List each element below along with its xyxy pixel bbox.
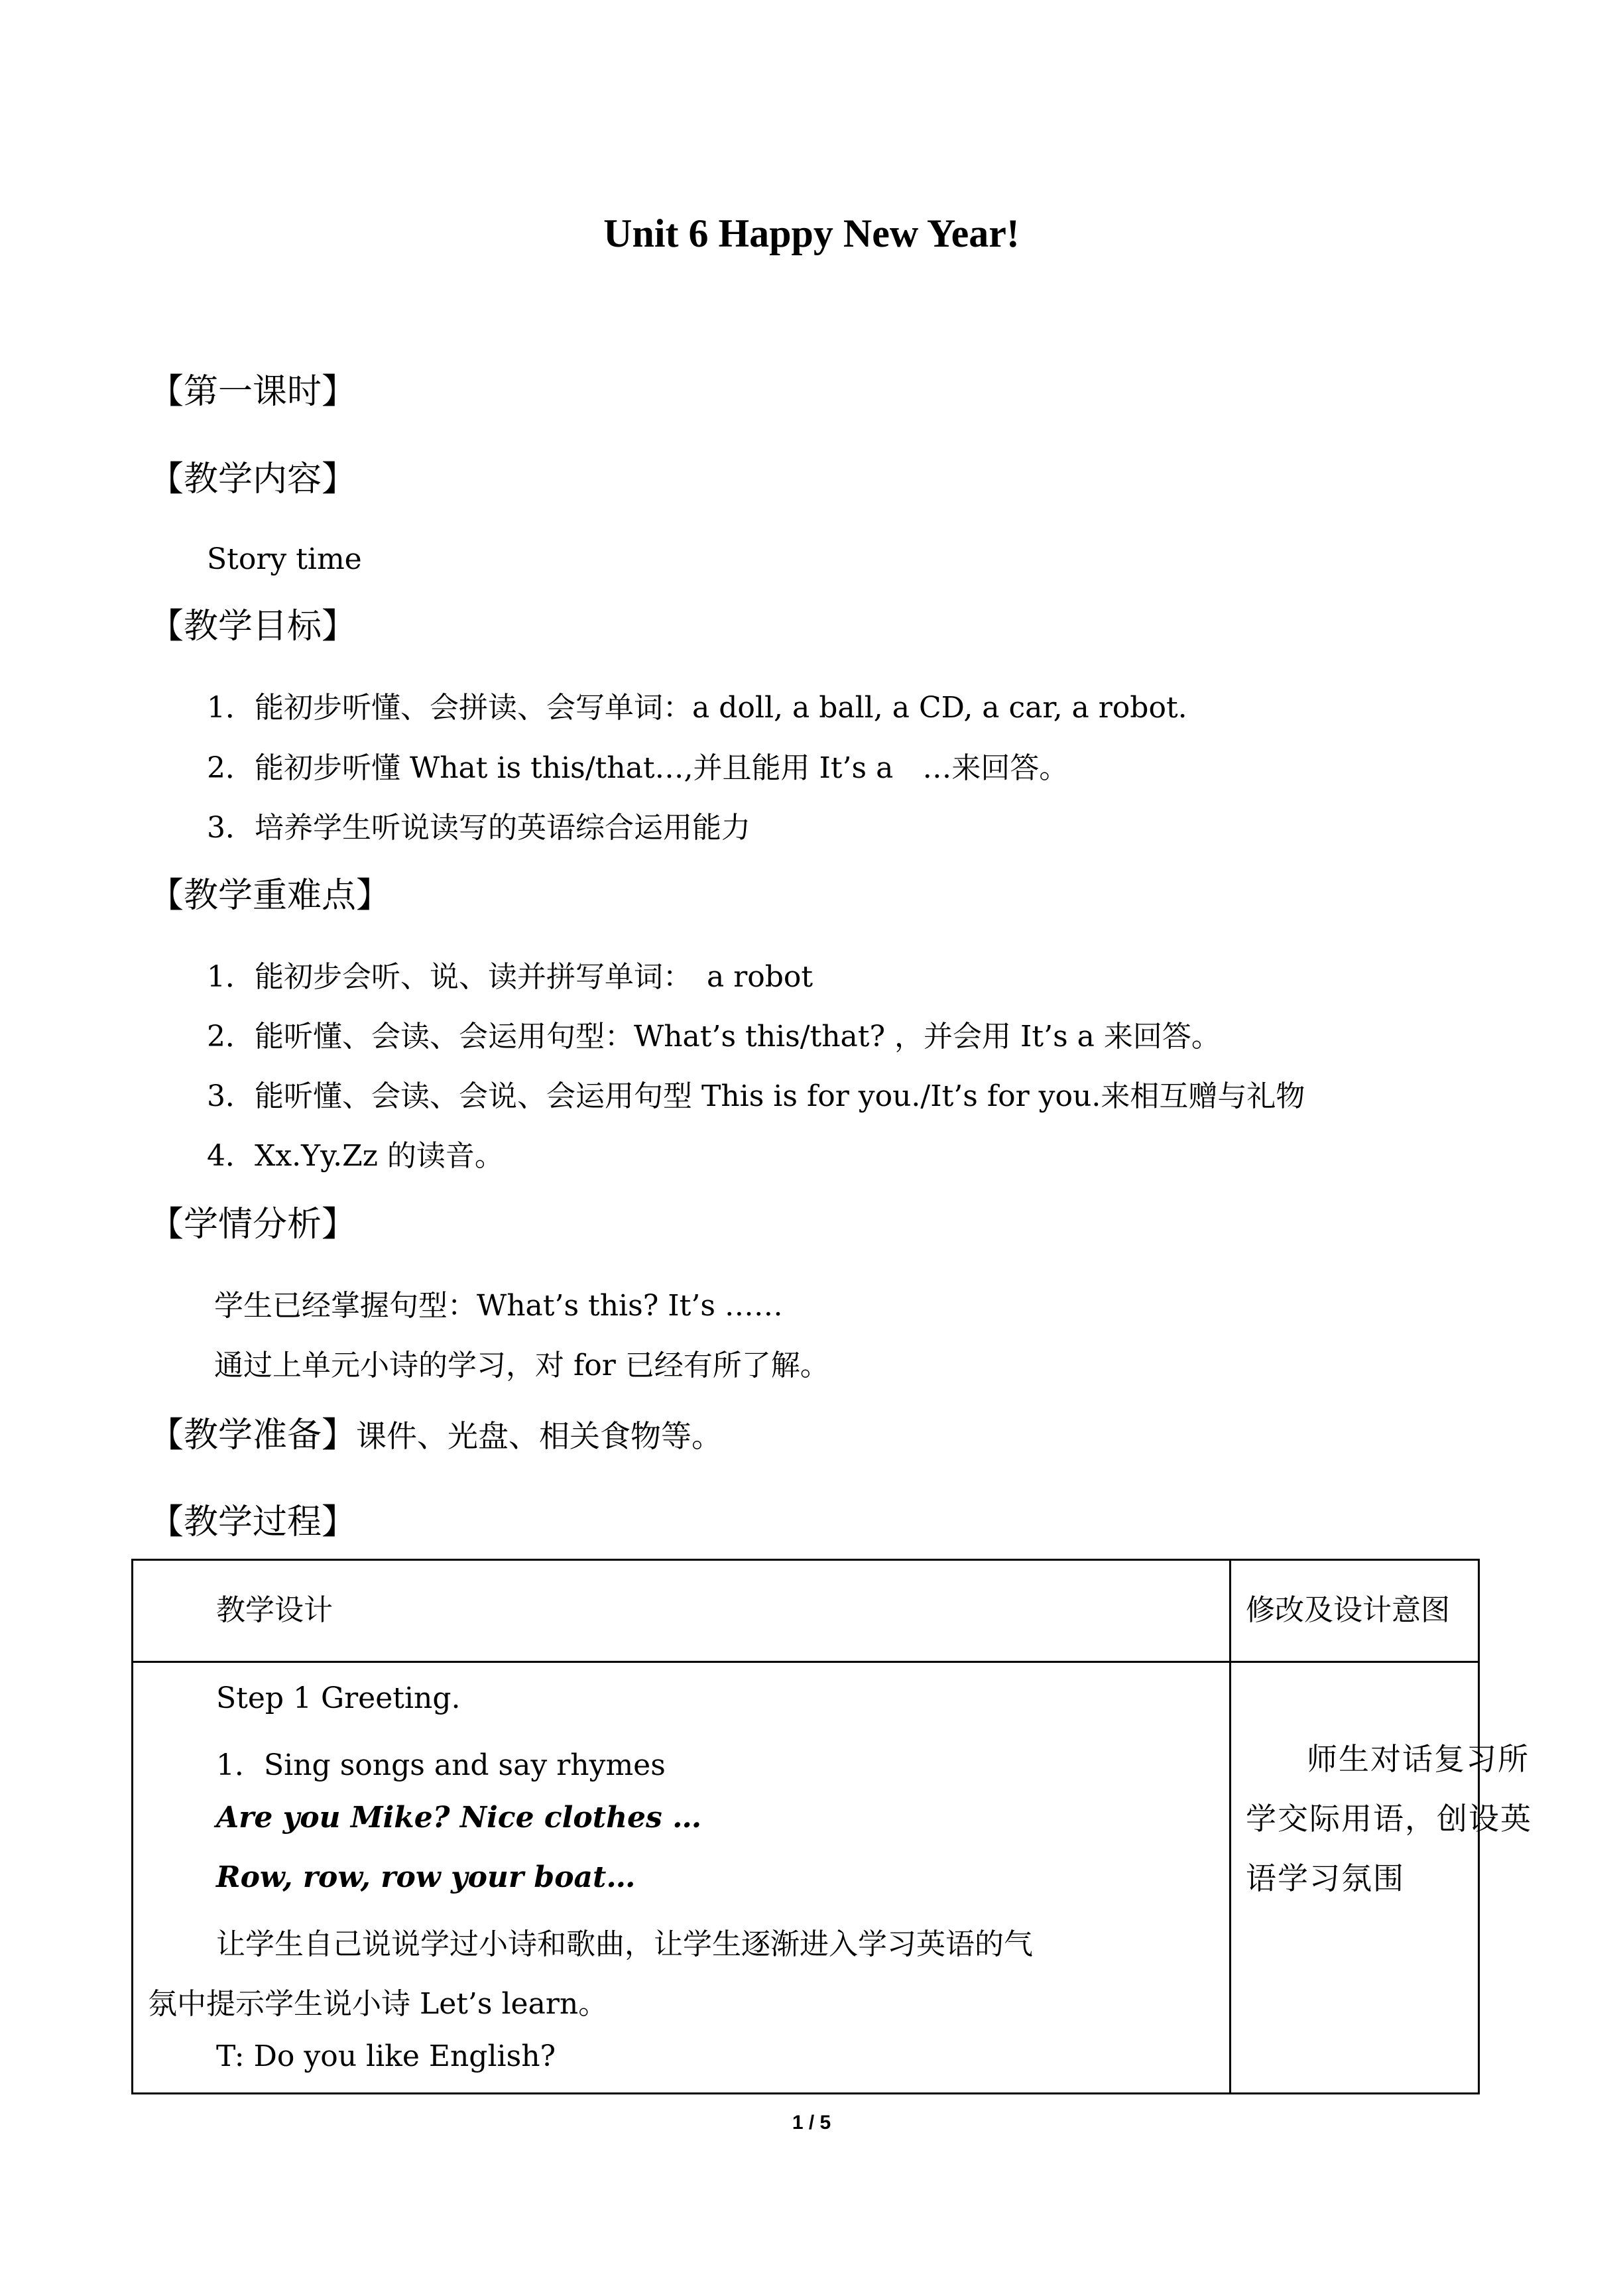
analysis-line: 通过上单元小诗的学习，对 for 已经有所了解。 xyxy=(214,1349,829,1382)
key-point-item: 3．能听懂、会读、会说、会运用句型 This is for you./It’s for you.来相互赠与礼物 xyxy=(207,1079,1305,1113)
key-point-item: 1．能初步会听、说、读并拼写单词： a robot xyxy=(207,960,813,994)
goal-item: 1．能初步听懂、会拼读、会写单词：a doll, a ball, a CD, a car, a robot. xyxy=(207,691,1187,725)
prep-text: 课件、光盘、相关食物等。 xyxy=(356,1418,723,1454)
key-points-heading: 【教学重难点】 xyxy=(149,876,391,916)
key-point-item: 4．Xx.Yy.Zz 的读音。 xyxy=(207,1139,504,1173)
header-intent: 修改及设计意图 xyxy=(1231,1560,1479,1662)
content-text: Story time xyxy=(207,542,362,576)
design-cell xyxy=(133,1662,1231,2094)
header-design: 教学设计 xyxy=(133,1560,1231,1662)
design-line: T: Do you like English? xyxy=(216,2039,556,2073)
design-line: Step 1 Greeting. xyxy=(216,1681,461,1715)
design-line-rhyme: Row, row, row your boat… xyxy=(216,1860,636,1894)
design-line: 1．Sing songs and say rhymes xyxy=(216,1748,666,1782)
goals-heading: 【教学目标】 xyxy=(149,607,357,646)
lesson-heading: 【第一课时】 xyxy=(149,372,357,412)
design-line: 氛中提示学生说小诗 Let’s learn。 xyxy=(148,1987,608,2021)
page-title: Unit 6 Happy New Year! xyxy=(603,211,1020,255)
goal-item: 3．培养学生听说读写的英语综合运用能力 xyxy=(207,811,751,845)
goal-item: 2．能初步听懂 What is this/that…,并且能用 It’s a …来回答。 xyxy=(207,751,1069,785)
prep-heading xyxy=(149,1407,722,1457)
intent-note: 师生对话复习所学交际用语，创设英语学习氛围 xyxy=(1246,1741,1532,1896)
table-row xyxy=(133,1662,1479,2094)
key-point-item: 2．能听懂、会读、会运用句型：What’s this/that? ，并会用 It’s a 来回答。 xyxy=(207,1020,1221,1054)
prep-heading-label: 【教学准备】 xyxy=(149,1416,357,1455)
page-number: 1 / 5 xyxy=(792,2112,831,2134)
analysis-heading: 【学情分析】 xyxy=(149,1205,357,1244)
process-heading: 【教学过程】 xyxy=(149,1502,357,1542)
analysis-line: 学生已经掌握句型：What’s this? It’s …… xyxy=(214,1289,783,1323)
table-header-row xyxy=(133,1560,1479,1662)
process-table xyxy=(131,1559,1532,2094)
design-line: 让学生自己说说学过小诗和歌曲，让学生逐渐进入学习英语的气 xyxy=(216,1927,1033,1961)
content-heading: 【教学内容】 xyxy=(149,459,357,499)
design-line-rhyme: Are you Mike? Nice clothes … xyxy=(216,1801,702,1835)
intent-cell xyxy=(1231,1662,1532,2094)
